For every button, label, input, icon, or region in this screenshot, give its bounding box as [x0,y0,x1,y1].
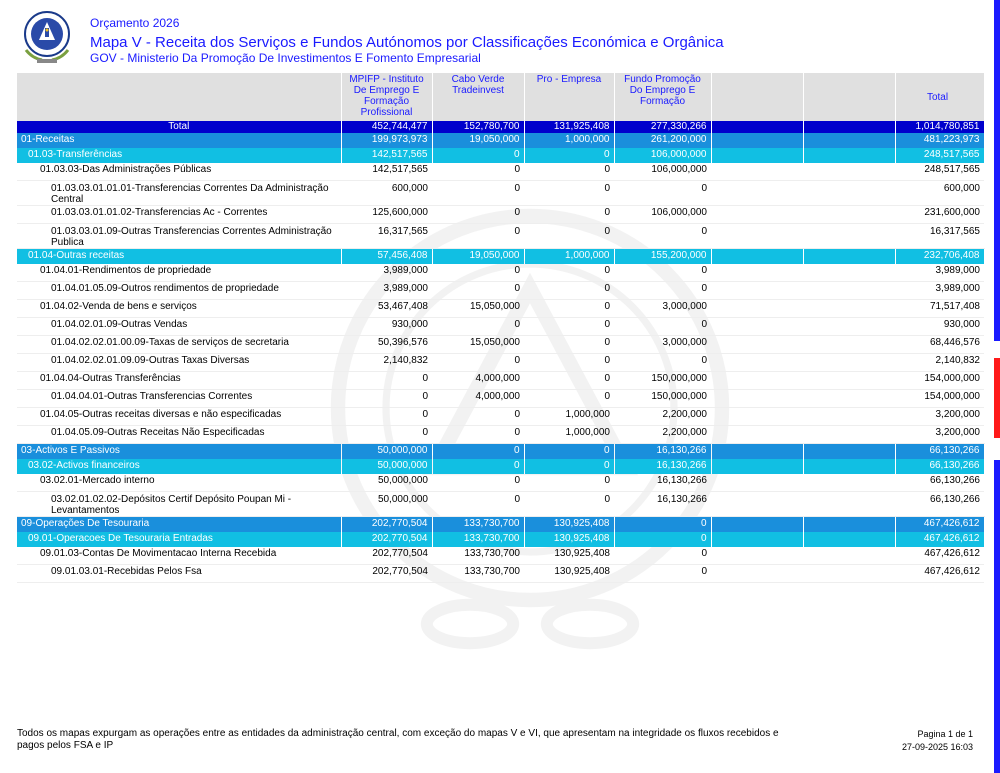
cell-fundo: 106,000,000 [614,206,711,224]
cell-empty-2 [803,300,895,318]
cell-total: 467,426,612 [895,565,984,583]
cell-total: 3,200,000 [895,426,984,444]
cell-tradeinvest: 15,050,000 [432,336,524,354]
cell-fundo: 0 [614,181,711,206]
cell-fundo: 106,000,000 [614,148,711,163]
cell-fundo: 2,200,000 [614,426,711,444]
cell-empty-2 [803,264,895,282]
budget-year: Orçamento 2026 [90,16,180,30]
cell-pro-empresa: 1,000,000 [524,408,614,426]
cell-total: 154,000,000 [895,372,984,390]
cell-fundo: 0 [614,264,711,282]
cell-mpifp: 202,770,504 [341,532,432,547]
cell-tradeinvest: 0 [432,354,524,372]
cell-fundo: 3,000,000 [614,300,711,318]
cell-empty-1 [711,426,803,444]
cell-mpifp: 53,467,408 [341,300,432,318]
cell-empty-1 [711,444,803,460]
row-label: 01.04-Outras receitas [17,249,341,265]
cell-fundo: 150,000,000 [614,372,711,390]
cell-empty-1 [711,181,803,206]
cell-empty-2 [803,318,895,336]
row-label: 01.04.02-Venda de bens e serviços [17,300,341,318]
row-label: 01.04.02.02.01.09.09-Outras Taxas Diversas [17,354,341,372]
cell-pro-empresa: 1,000,000 [524,426,614,444]
cell-total: 66,130,266 [895,444,984,460]
cell-mpifp: 50,000,000 [341,444,432,460]
cell-empty-2 [803,426,895,444]
cell-mpifp: 125,600,000 [341,206,432,224]
cell-fundo: 150,000,000 [614,390,711,408]
row-label: 01.03.03-Das Administrações Públicas [17,163,341,181]
table-row [17,148,984,163]
cell-total: 1,014,780,851 [895,121,984,133]
cell-mpifp: 50,000,000 [341,474,432,492]
row-label: 01.04.04.01-Outras Transferencias Correntes [17,390,341,408]
cell-empty-2 [803,224,895,249]
cell-pro-empresa: 0 [524,206,614,224]
cell-fundo: 0 [614,517,711,533]
cell-tradeinvest: 0 [432,282,524,300]
row-label: 03.02.01-Mercado interno [17,474,341,492]
cell-pro-empresa: 0 [524,354,614,372]
page-title: Mapa V - Receita dos Serviços e Fundos Autónomos por Classificações Económica e Orgânica [90,34,724,51]
header-col-empty-1 [711,73,803,121]
cell-mpifp: 50,000,000 [341,492,432,517]
budget-table [17,73,985,583]
row-label: 01.03.03.01.01.02-Transferencias Ac - Correntes [17,206,341,224]
cell-pro-empresa: 0 [524,181,614,206]
cell-fundo: 0 [614,532,711,547]
cell-total: 481,223,973 [895,133,984,148]
cell-total: 16,317,565 [895,224,984,249]
table-row [17,318,984,336]
cell-tradeinvest: 19,050,000 [432,249,524,265]
cell-fundo: 106,000,000 [614,163,711,181]
cell-empty-2 [803,547,895,565]
cell-pro-empresa: 0 [524,163,614,181]
table-row [17,547,984,565]
cell-tradeinvest: 0 [432,426,524,444]
cell-tradeinvest: 0 [432,181,524,206]
cell-empty-2 [803,372,895,390]
cell-empty-1 [711,300,803,318]
table-row [17,390,984,408]
cell-tradeinvest: 152,780,700 [432,121,524,133]
cell-fundo: 0 [614,282,711,300]
cell-empty-2 [803,444,895,460]
cell-pro-empresa: 0 [524,318,614,336]
table-row [17,300,984,318]
cell-total: 600,000 [895,181,984,206]
cell-total: 154,000,000 [895,390,984,408]
cell-tradeinvest: 133,730,700 [432,547,524,565]
cell-empty-1 [711,390,803,408]
cell-empty-1 [711,249,803,265]
cell-empty-1 [711,282,803,300]
cell-tradeinvest: 19,050,000 [432,133,524,148]
cell-pro-empresa: 0 [524,148,614,163]
cell-mpifp: 0 [341,372,432,390]
cell-mpifp: 2,140,832 [341,354,432,372]
cell-empty-1 [711,133,803,148]
cell-mpifp: 50,396,576 [341,336,432,354]
table-row [17,517,984,533]
cell-total: 66,130,266 [895,474,984,492]
cell-total: 248,517,565 [895,163,984,181]
cell-empty-1 [711,148,803,163]
cell-fundo: 3,000,000 [614,336,711,354]
cell-fundo: 16,130,266 [614,474,711,492]
table-row [17,206,984,224]
table-row [17,224,984,249]
page-number: Pagina 1 de 1 [917,729,973,739]
row-label: 09.01.03.01-Recebidas Pelos Fsa [17,565,341,583]
cell-empty-1 [711,492,803,517]
table-row [17,532,984,547]
cell-mpifp: 142,517,565 [341,148,432,163]
cell-empty-2 [803,163,895,181]
row-label: 01.03-Transferências [17,148,341,163]
cell-empty-2 [803,390,895,408]
cell-pro-empresa: 131,925,408 [524,121,614,133]
row-label: 09.01-Operacoes De Tesouraria Entradas [17,532,341,547]
cell-total: 467,426,612 [895,532,984,547]
header-label-col [17,73,341,121]
cell-empty-1 [711,354,803,372]
cell-fundo: 0 [614,224,711,249]
cell-tradeinvest: 0 [432,444,524,460]
cell-pro-empresa: 0 [524,282,614,300]
cell-pro-empresa: 0 [524,224,614,249]
cell-total: 3,200,000 [895,408,984,426]
cell-empty-2 [803,133,895,148]
cell-mpifp: 16,317,565 [341,224,432,249]
footer-note: Todos os mapas expurgam as operações entre as entidades da administração central, com exceção do mapas V e VI, que apresentam na integridade os fluxos recebidos e pagos pelos FSA e IP [17,728,779,751]
header-col-pro-empresa: Pro - Empresa [524,73,614,121]
cell-tradeinvest: 4,000,000 [432,390,524,408]
row-label: Total [17,121,341,133]
row-label: 03.02-Activos financeiros [17,459,341,474]
cell-tradeinvest: 0 [432,408,524,426]
cell-empty-2 [803,517,895,533]
cell-mpifp: 3,989,000 [341,282,432,300]
cell-pro-empresa: 0 [524,264,614,282]
header-col-empty-2 [803,73,895,121]
table-row [17,133,984,148]
cell-empty-1 [711,547,803,565]
cell-empty-1 [711,459,803,474]
cell-tradeinvest: 15,050,000 [432,300,524,318]
cell-tradeinvest: 0 [432,264,524,282]
row-label: 09.01.03-Contas De Movimentacao Interna Recebida [17,547,341,565]
cell-empty-1 [711,372,803,390]
cell-mpifp: 930,000 [341,318,432,336]
cell-pro-empresa: 130,925,408 [524,532,614,547]
cell-tradeinvest: 0 [432,459,524,474]
cell-empty-2 [803,408,895,426]
table-header [17,73,984,121]
row-label: 01.04.01.05.09-Outros rendimentos de propriedade [17,282,341,300]
row-label: 01.03.03.01.01.01-Transferencias Correntes Da Administração Central [17,181,341,206]
cell-empty-2 [803,565,895,583]
table-row [17,121,984,133]
table-row [17,459,984,474]
cell-total: 66,130,266 [895,492,984,517]
cell-empty-2 [803,459,895,474]
cell-total: 2,140,832 [895,354,984,372]
cell-empty-2 [803,354,895,372]
cell-empty-1 [711,565,803,583]
table-row [17,336,984,354]
cell-mpifp: 600,000 [341,181,432,206]
cell-empty-1 [711,206,803,224]
cell-mpifp: 202,770,504 [341,547,432,565]
cell-mpifp: 452,744,477 [341,121,432,133]
cell-mpifp: 142,517,565 [341,163,432,181]
cell-tradeinvest: 0 [432,148,524,163]
cell-pro-empresa: 0 [524,300,614,318]
cell-tradeinvest: 0 [432,474,524,492]
coat-of-arms-logo [18,6,76,68]
cell-tradeinvest: 133,730,700 [432,517,524,533]
row-label: 01.04.02.01.09-Outras Vendas [17,318,341,336]
cell-tradeinvest: 0 [432,206,524,224]
table-row [17,249,984,265]
cell-fundo: 2,200,000 [614,408,711,426]
cell-pro-empresa: 130,925,408 [524,565,614,583]
cell-pro-empresa: 1,000,000 [524,133,614,148]
cell-empty-1 [711,264,803,282]
row-label: 03.02.01.02.02-Depósitos Certif Depósito Poupan Mi - Levantamentos [17,492,341,517]
row-label: 01.04.02.02.01.00.09-Taxas de serviços de secretaria [17,336,341,354]
right-stripe-blue-lower [994,460,1000,773]
cell-empty-1 [711,224,803,249]
cell-pro-empresa: 0 [524,390,614,408]
row-label: 01.04.04-Outras Transferências [17,372,341,390]
row-label: 01-Receitas [17,133,341,148]
cell-empty-2 [803,206,895,224]
cell-fundo: 16,130,266 [614,459,711,474]
header-col-total: Total [895,73,984,121]
header-col-fundo: Fundo Promoção Do Emprego E Formação [614,73,711,121]
cell-mpifp: 57,456,408 [341,249,432,265]
cell-fundo: 16,130,266 [614,444,711,460]
table-row [17,408,984,426]
cell-pro-empresa: 0 [524,444,614,460]
page-subtitle: GOV - Ministerio Da Promoção De Investimentos E Fomento Empresarial [90,51,481,65]
cell-total: 3,989,000 [895,264,984,282]
cell-mpifp: 202,770,504 [341,517,432,533]
cell-tradeinvest: 0 [432,224,524,249]
cell-empty-1 [711,474,803,492]
cell-mpifp: 0 [341,426,432,444]
cell-total: 66,130,266 [895,459,984,474]
cell-total: 930,000 [895,318,984,336]
cell-fundo: 277,330,266 [614,121,711,133]
table-row [17,565,984,583]
cell-fundo: 0 [614,318,711,336]
cell-pro-empresa: 130,925,408 [524,517,614,533]
table-row [17,426,984,444]
cell-mpifp: 0 [341,408,432,426]
right-stripe-red [994,358,1000,438]
table-row [17,163,984,181]
cell-empty-1 [711,517,803,533]
table-row [17,181,984,206]
header-col-mpifp: MPIFP - Instituto De Emprego E Formação Profissional [341,73,432,121]
cell-pro-empresa: 0 [524,474,614,492]
cell-empty-2 [803,492,895,517]
cell-mpifp: 3,989,000 [341,264,432,282]
table-row [17,474,984,492]
cell-fundo: 0 [614,547,711,565]
cell-tradeinvest: 0 [432,318,524,336]
cell-mpifp: 202,770,504 [341,565,432,583]
cell-tradeinvest: 133,730,700 [432,532,524,547]
cell-total: 3,989,000 [895,282,984,300]
cell-empty-1 [711,336,803,354]
footer-pagination [902,728,973,754]
cell-pro-empresa: 0 [524,336,614,354]
cell-fundo: 0 [614,565,711,583]
right-stripe-blue [994,0,1000,341]
cell-empty-2 [803,532,895,547]
cell-tradeinvest: 133,730,700 [432,565,524,583]
row-label: 01.04.01-Rendimentos de propriedade [17,264,341,282]
cell-empty-1 [711,532,803,547]
row-label: 03-Activos E Passivos [17,444,341,460]
cell-tradeinvest: 0 [432,163,524,181]
row-label: 01.03.03.01.09-Outras Transferencias Correntes Administração Publica [17,224,341,249]
header-col-tradeinvest: Cabo Verde Tradeinvest [432,73,524,121]
cell-pro-empresa: 130,925,408 [524,547,614,565]
cell-tradeinvest: 0 [432,492,524,517]
cell-empty-1 [711,318,803,336]
cell-mpifp: 199,973,973 [341,133,432,148]
cell-total: 232,706,408 [895,249,984,265]
cell-mpifp: 50,000,000 [341,459,432,474]
cell-pro-empresa: 0 [524,459,614,474]
cell-empty-1 [711,163,803,181]
table-row [17,354,984,372]
cell-fundo: 155,200,000 [614,249,711,265]
cell-total: 231,600,000 [895,206,984,224]
cell-total: 68,446,576 [895,336,984,354]
cell-empty-2 [803,181,895,206]
cell-total: 248,517,565 [895,148,984,163]
cell-empty-1 [711,121,803,133]
cell-fundo: 0 [614,354,711,372]
cell-total: 467,426,612 [895,517,984,533]
cell-empty-2 [803,336,895,354]
table-row [17,264,984,282]
row-label: 01.04.05-Outras receitas diversas e não especificadas [17,408,341,426]
cell-empty-2 [803,474,895,492]
table-row [17,282,984,300]
cell-total: 71,517,408 [895,300,984,318]
cell-pro-empresa: 0 [524,372,614,390]
cell-pro-empresa: 0 [524,492,614,517]
row-label: 09-Operações De Tesouraria [17,517,341,533]
cell-empty-2 [803,249,895,265]
print-datetime: 27-09-2025 16:03 [901,742,973,752]
cell-empty-2 [803,121,895,133]
cell-tradeinvest: 4,000,000 [432,372,524,390]
cell-total: 467,426,612 [895,547,984,565]
table-row [17,492,984,517]
table-row [17,372,984,390]
table-row [17,444,984,460]
cell-empty-2 [803,148,895,163]
cell-pro-empresa: 1,000,000 [524,249,614,265]
cell-fundo: 16,130,266 [614,492,711,517]
cell-fundo: 261,200,000 [614,133,711,148]
cell-mpifp: 0 [341,390,432,408]
cell-empty-1 [711,408,803,426]
cell-empty-2 [803,282,895,300]
row-label: 01.04.05.09-Outras Receitas Não Especificadas [17,426,341,444]
